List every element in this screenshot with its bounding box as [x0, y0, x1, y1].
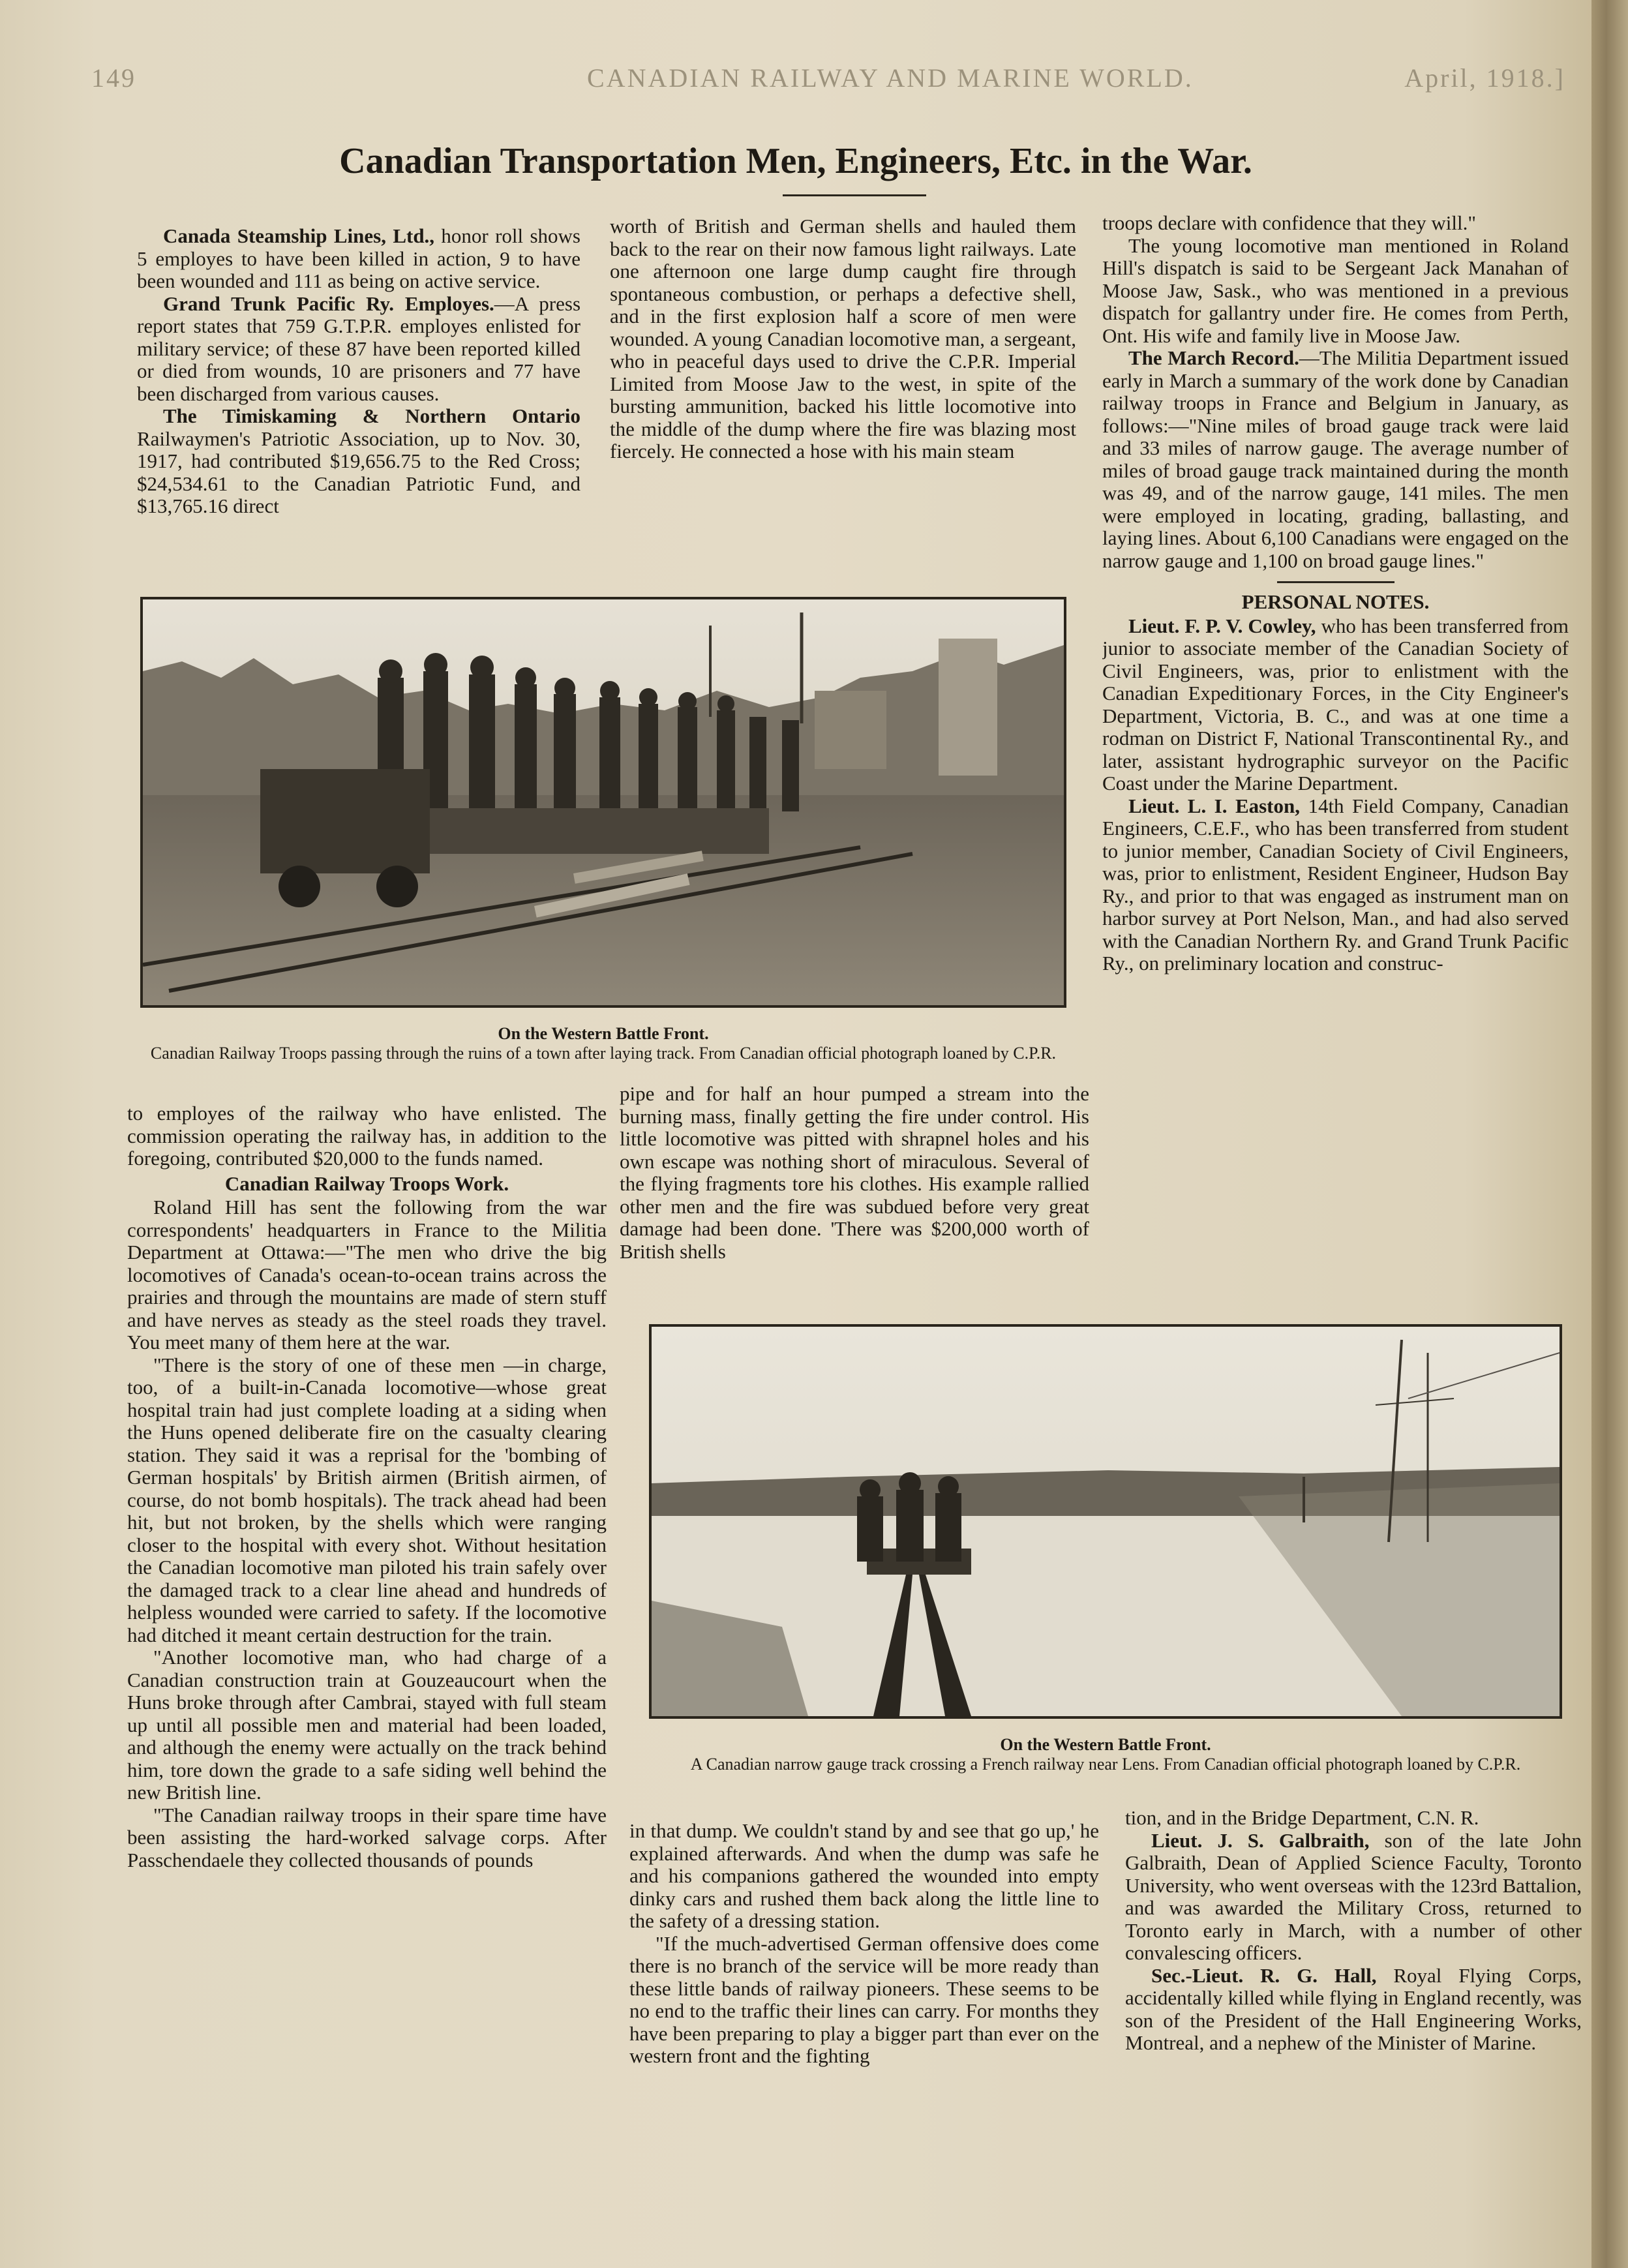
- lead-in: The March Record.: [1128, 346, 1299, 369]
- paragraph-text: Royal Flying Corps, accidentally killed while flying in England recently, was son of the President of the Hall Engineering Works, Montreal, and a nephew of the Minister of Marine.: [1125, 1963, 1582, 2054]
- section-heading: Canadian Railway Troops Work.: [224, 1172, 509, 1195]
- photo-caption-1: [140, 1024, 1066, 1063]
- paragraph: [1102, 347, 1569, 572]
- page-edge: [1591, 0, 1628, 2268]
- paragraph: tion, and in the Bridge Department, C.N. R.: [1125, 1807, 1479, 1829]
- paragraph-text: —The Militia Department issued early in March a summary of the work done by Canadian railway troops in France and Belgium in January, as follows:—"Nine miles of broad gauge track were laid and 33 miles of narrow gauge. The average number of miles of broad gauge track maintained during the month was 49, and of the narrow gauge, 141 miles. The men were employed in locating, grading, ballasting, and laying lines. About 6,100 Canadians were engaged on the narrow gauge and 1,100 on broad gauge lines.": [1102, 346, 1569, 572]
- running-head: [91, 63, 1578, 102]
- paragraph: [1102, 795, 1569, 975]
- photo-narrow-gauge-track: [649, 1324, 1562, 1719]
- paragraph: [1125, 1830, 1582, 1965]
- paragraph: [137, 405, 580, 518]
- section-rule: [1277, 581, 1394, 583]
- paragraph-text: son of the late John Galbraith, Dean of Applied Science Faculty, Toronto University, who went overseas with the 123rd Battalion, and was awarded the Military Cross, returned to Toronto early in March, with a number of other convalescing officers.: [1125, 1828, 1582, 1964]
- column-3-top: [1102, 212, 1569, 1321]
- column-1-top: [137, 225, 580, 571]
- section-heading: PERSONAL NOTES.: [1241, 590, 1430, 613]
- lead-in: Lieut. F. P. V. Cowley,: [1128, 614, 1316, 637]
- paragraph: [137, 225, 580, 293]
- issue-date: April, 1918.]: [1404, 63, 1565, 93]
- paragraph: "If the much-advertised German offensive does come there is no branch of the service will be more ready than these little bands of railway pioneers. These seems to be no end to the traffic their lines can carry. For months they have been preparing to play a bigger part than ever on the western front and the fighting: [629, 1931, 1099, 2067]
- paragraph: "Another locomotive man, who had charge of a Canadian construction train at Gouzeaucourt when the Huns broke through after Cambrai, stayed with full steam up until all possible men and material had been loaded, and although the enemy were actually on the track behind him, tore down the grade to a safe siding well behind the new British line.: [127, 1646, 607, 1804]
- lead-in: Sec.-Lieut. R. G. Hall,: [1151, 1963, 1377, 1987]
- lead-in: Canada Steamship Lines, Ltd.,: [163, 225, 435, 247]
- journal-name: CANADIAN RAILWAY AND MARINE WORLD.: [587, 63, 1194, 93]
- lead-in: The Timiskaming & Northern Ontario: [163, 404, 580, 427]
- paragraph: [1102, 615, 1569, 795]
- paragraph-text: —A press report states that 759 G.T.P.R. employes enlisted for military service; of these 87 have been reported killed or died from wounds, 10 are prisoners and 77 have been discharged from various causes.: [137, 292, 580, 405]
- caption-text: Canadian Railway Troops passing through the ruins of a town after laying track. From Canadian official photograph loaned by C.P.R.: [150, 1044, 1057, 1063]
- caption-title: On the Western Battle Front.: [498, 1024, 709, 1043]
- photo-caption-2: [649, 1735, 1562, 1774]
- paragraph: pipe and for half an hour pumped a stream into the burning mass, finally getting the fire under control. His little locomotive was pitted with shrapnel holes and his own escape was nothing short of miraculous. Several of the flying fragments tore his clothes. His example rallied other men and the fire was subdued before very great damage had been done. 'There was $200,000 worth of British shells: [620, 1083, 1089, 1263]
- column-1-bottom: [127, 1102, 607, 2185]
- paragraph: "The Canadian railway troops in their spare time have been assisting the hard-worked salvage corps. After Passchendaele they collected thousands of pounds: [127, 1803, 607, 1871]
- paragraph: [137, 293, 580, 406]
- photo-railway-troops-image: [143, 599, 1064, 1005]
- paragraph: to employes of the railway who have enlisted. The commission operating the railway has, in addition to the foregoing, contributed $20,000 to the funds named.: [127, 1102, 607, 1170]
- lead-in: Lieut. L. I. Easton,: [1128, 794, 1300, 817]
- paragraph: worth of British and German shells and hauled them back to the rear on their now famous light railways. Late one afternoon one large dump caught fire through spontaneous combustion, or perhaps a defective shell, and in the first explosion half a score of men were wounded. A young Canadian locomotive man, a sergeant, who in peaceful days used to drive the C.P.R. Imperial Limited from Moose Jaw to the west, in spite of the bursting ammunition, backed his little locomotive into the middle of the dump where the fire was blazing most fiercely. He connected a hose with his main steam: [610, 215, 1076, 462]
- caption-text: A Canadian narrow gauge track crossing a French railway near Lens. From Canadian official photograph loaned by C.P.R.: [690, 1755, 1521, 1774]
- paragraph-text: who has been transferred from junior to associate member of the Canadian Society of Civil Engineers, was, prior to enlistment with the Canadian Expeditionary Forces, in the City Engineer's Department, Victoria, B. C., and was at one time a rodman on District F, National Transcontinental Ry., and later, assistant hydrographic surveyor on the Pacific Coast under the Marine Department.: [1102, 614, 1569, 794]
- column-2-top: [610, 215, 1076, 571]
- article-title: Canadian Transportation Men, Engineers, Etc. in the War.: [339, 141, 1252, 181]
- paragraph: in that dump. We couldn't stand by and see that go up,' he explained afterwards. And when the dump was safe he and his companions gathered the wounded into empty dinky cars and rushed them back along the little line to the safety of a dressing station.: [629, 1820, 1099, 1932]
- paragraph: Roland Hill has sent the following from the war correspondents' headquarters in France to the Militia Department at Ottawa:—"The men who drive the big locomotives of Canada's ocean-to-ocean trains across the prairies and through the mountains are made of stern stuff and have nerves as steady as the steel roads they travel. You meet many of them here at the war.: [127, 1196, 607, 1353]
- paragraph-text: Railwaymen's Patriotic Association, up to Nov. 30, 1917, had contributed $19,656.75 to the Red Cross; $24,534.61 to the Canadian Patriotic Fund, and $13,765.16 direct: [137, 427, 580, 517]
- paragraph: [1125, 1965, 1582, 2055]
- paragraph-text: 14th Field Company, Canadian Engineers, C.E.F., who has been transferred from student to junior member, Canadian Society of Civil Engineers, was, prior to enlistment, Resident Engineer, Hudson Bay Ry., and prior to that was engaged as instrument man on harbor survey at Port Nelson, Man., and had also served with the Canadian Northern Ry. and Grand Trunk Pacific Ry., on preliminary location and construc-: [1102, 794, 1569, 975]
- caption-title: On the Western Battle Front.: [1000, 1735, 1211, 1754]
- paragraph-text: honor roll shows 5 employes to have been killed in action, 9 to have been wounded and 111 as being on active service.: [137, 225, 580, 292]
- photo-railway-troops: [140, 597, 1066, 1008]
- lead-in: Lieut. J. S. Galbraith,: [1151, 1828, 1370, 1852]
- lead-in: Grand Trunk Pacific Ry. Employes.: [163, 292, 494, 315]
- column-2-middle: [620, 1083, 1089, 1324]
- title-rule: [783, 194, 926, 196]
- paragraph: The young locomotive man mentioned in Roland Hill's dispatch is said to be Sergeant Jack Manahan of Moose Jaw, Sask., who was mentioned in a previous dispatch for gallantry under fire. He comes from Perth, Ont. His wife and family live in Moose Jaw.: [1102, 234, 1569, 347]
- photo-narrow-gauge-track-image: [652, 1327, 1560, 1716]
- column-3-bottom: [1125, 1807, 1582, 2179]
- page-number: 149: [91, 63, 136, 93]
- paragraph: "There is the story of one of these men —in charge, too, of a built-in-Canada locomotive—whose great hospital train had just complete loading at a siding when the Huns opened deliberate fire on the casualty clearing station. They said it was a reprisal for the 'bombing of German hospitals' by British airmen (British airmen, of course, do not bomb hospitals). The track ahead had been hit, but not broken, by the shells which were ranging closer to the hospital with every shot. Without hesitation the Canadian locomotive man piloted his train safely over the damaged track to a clear line ahead and hundreds of helpless wounded were carried to safety. If the locomotive had ditched it meant certain destruction for the train.: [127, 1353, 607, 1646]
- column-2-bottom: [629, 1820, 1099, 2179]
- paragraph: troops declare with confidence that they will.": [1102, 212, 1477, 234]
